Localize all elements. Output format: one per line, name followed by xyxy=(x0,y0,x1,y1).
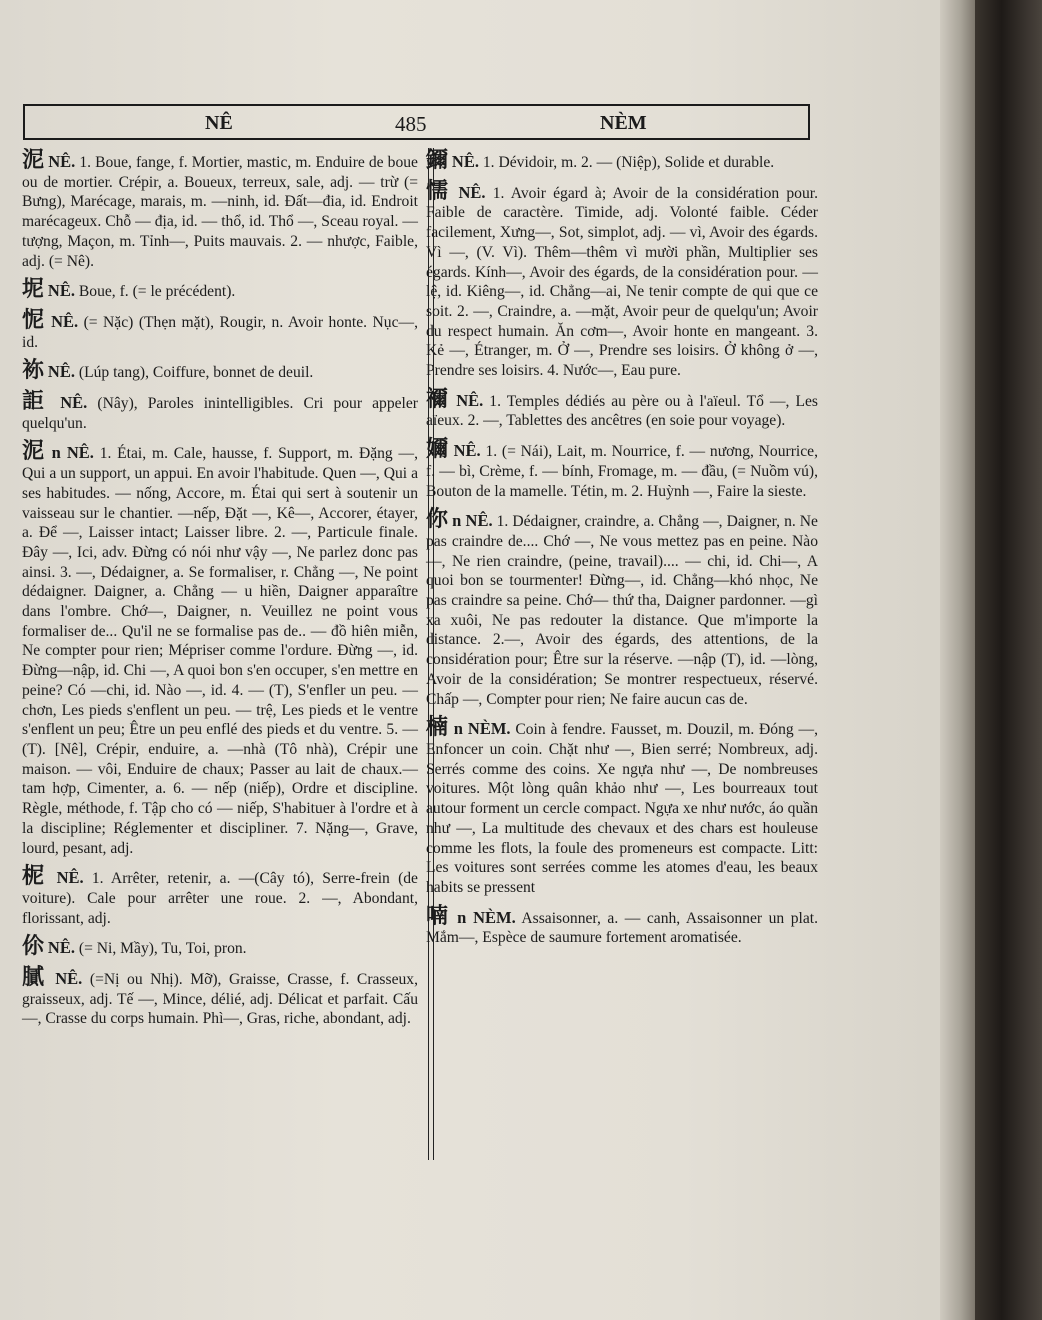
book-cover-edge xyxy=(975,0,1042,1320)
dictionary-entry xyxy=(426,147,818,173)
page-header xyxy=(23,104,810,140)
entry-character: 詎 xyxy=(22,388,51,414)
dictionary-entry xyxy=(22,438,418,858)
dictionary-entry xyxy=(22,964,418,1029)
entry-definition: (= Ni, Mầy), Tu, Toi, pron. xyxy=(78,940,247,958)
entry-character: 泥 xyxy=(22,147,45,172)
entry-definition: 1. Temples dédiés au père ou à l'aïeul. Tổ —, Les aïeux. 2. —, Tablettes des ancêtres (en soie pour voyage). xyxy=(426,392,818,430)
entry-headword: NÊ. xyxy=(48,152,76,171)
entry-definition: 1. Avoir égard à; Avoir de la considération pour. Faible de caractère. Timide, adj. Volonté faible. Céder facilement, Xưng—, Sot, simplot, adj. — vì, Avoir des égards. Vì —, (V. Vì). Thêm—thêm vì mười phần, Multiplier ses égards. Kính—, Avoir des égards, de la considération pour. —lệ, id. Kiêng—, id. Chẳng—ai, Ne tenir compte de qui que ce soit. 2. —, Craindre, a. —mặt, Avoir peur de quelqu'un; Avoir du respect humain. Ăn cơm—, Avoir honte en mangeant. 3. Kẻ —, Étranger, m. Ở —, Prendre ses loisirs. Ở không ở —, Prendre ses loisirs. 4. Nước—, Eau pure. xyxy=(426,184,818,380)
entry-definition: 1. Étai, m. Cale, hausse, f. Support, m. Đặng —, Qui a un support, un appui. En avoir l'habitude. Quen —, Qui a ses habitudes. — nống, Accore, m. Étai qui sert à soutenir un vaisseau sur le chantier. —nếp, Đặt —, Kê—, Accorer, étayer, a. Để —, Laisser intact; Laisser libre. 2. —, Particule finale. Đây —, Ici, adv. Đừng có nói như vậy —, Ne parlez donc pas ainsi. 3. —, Dédaigner, a. Se formaliser, r. Chẳng —, Ne point dédaigner. Daigner, a. Chẳng — u hiền, Daigner apparaître dans l'ombre. Chớ—, Daigner, n. Veuillez ne point vous formaliser de... Qu'il ne se formalise pas de.. — đồ hiên miễn, Ne compter pour rien; Mépriser comme l'ordure. Đừng —, id. Đừng—nập, id. Chi —, A quoi bon s'en occuper, s'en mettre en peine? Có —chi, id. Nào —, id. 4. — (T), S'enfler un peu. — chơn, Les pieds s'enflent un peu. — trệ, Les pieds et le ventre s'enflent un peu; Être un peu enflé des pieds et du ventre. 5. — (T). [Nê], Crépir, enduire, a. —nhà (Tô nhà), Crépir une maison. — vôi, Enduire de chaux; Passer au lait de chaux.—tam hợp, Cimenter, a. 6. — nếp (niếp), Ordre et discipline. Règle, méthode, f. Tập cho có — niếp, S'habituer à l'ordre et à la discipline; Réglementer et discipliner. 7. Nặng—, Grave, lourd, pesant, adj. xyxy=(22,445,418,857)
entry-character: 楠 xyxy=(426,714,449,740)
dictionary-entry xyxy=(22,933,418,959)
dictionary-entry xyxy=(426,436,818,501)
entry-headword: n NÈM. xyxy=(457,907,516,927)
entry-character: 伱 xyxy=(22,933,45,959)
entry-headword: n NÊ. xyxy=(452,511,493,531)
entry-character: 嬭 xyxy=(426,436,449,462)
dictionary-entry xyxy=(22,388,418,433)
entry-headword: NÊ. xyxy=(60,393,88,413)
entry-definition: Boue, f. (= le précédent). xyxy=(78,283,236,301)
dictionary-entry xyxy=(22,863,418,928)
dictionary-entry xyxy=(426,177,818,381)
entry-headword: n NÊ. xyxy=(51,443,94,463)
entry-headword: NÊ. xyxy=(56,868,84,888)
page-number: 485 xyxy=(395,112,427,136)
dictionary-entry xyxy=(426,714,818,897)
entry-definition: (Nây), Paroles inintelligibles. Cri pour appeler quelqu'un. xyxy=(22,395,418,432)
right-column xyxy=(426,147,818,956)
entry-character: 你 xyxy=(426,506,449,532)
dictionary-entry xyxy=(426,385,818,431)
entry-definition: 1. (= Nái), Lait, m. Nourrice, f. — nương, Nourrice, f. — bì, Crème, f. — bính, Fromage, m. — đầu, (= Nuồm vú), Bouton de la mamelle. Tétin, m. 2. Huỳnh —, Faire la sieste. xyxy=(426,443,818,500)
entry-headword: NÊ. xyxy=(456,390,484,410)
dictionary-entry xyxy=(22,357,418,383)
entry-character: 坭 xyxy=(22,276,45,302)
header-left-guide-word: NÊ xyxy=(205,112,233,134)
entry-headword: NÊ. xyxy=(47,938,75,958)
entry-character: 鑈 xyxy=(426,147,449,172)
entry-headword: NÊ. xyxy=(47,362,75,382)
entry-definition: Assaisonner, a. — canh, Assaisonner un plat. Mắm—, Espèce de saumure fortement aromatisée. xyxy=(426,909,818,947)
entry-definition: Coin à fendre. Fausset, m. Douzil, m. Đóng —, Enfoncer un coin. Chặt như —, Bien serré; Nombreux, adj. Serrés comme des coins. Xe ngựa như —, De nombreuses voitures. Một lòng quân khảo như —, Les bourreaux tout autour forment un cercle compact. Ngựa xe như nước, áo quần như —, La multitude des chevaux et des chars est houleuse comme les flots, la foule des promeneurs est compacte. Litt: Les voitures sont serrées comme les atomes d'eau, les beaux habits se pressent xyxy=(426,721,818,896)
entry-headword: NÊ. xyxy=(55,969,83,989)
entry-definition: 1. Dévidoir, m. 2. — (Niệp), Solide et durable. xyxy=(482,154,775,171)
entry-definition: (=Nị ou Nhị). Mỡ), Graisse, Crasse, f. Crasseux, graisseux, adj. Tế —, Mince, délié, adj. Délicat et parfait. Cấu—, Crasse du corps humain. Phì—, Gras, riche, abondant, adj. xyxy=(22,971,418,1028)
dictionary-entry xyxy=(22,147,418,271)
entry-character: 禰 xyxy=(426,385,451,411)
entry-character: 懦 xyxy=(426,177,452,203)
entry-character: 怩 xyxy=(22,306,46,332)
left-column xyxy=(22,147,419,1037)
entry-headword: NÊ. xyxy=(453,441,481,461)
dictionary-entry xyxy=(426,506,818,709)
entry-character: 膩 xyxy=(22,964,48,990)
entry-definition: (Lúp tang), Coiffure, bonnet de deuil. xyxy=(78,364,314,382)
entry-headword: NÊ. xyxy=(51,311,79,331)
dictionary-entry xyxy=(22,306,419,352)
entry-definition: 1. Boue, fange, f. Mortier, mastic, m. Enduire de boue ou de mortier. Crépir, a. Boueux, terreux, sale, adj. — trừ (= Bưng), Marécage, marais, m. —ninh, id. Đất—đia, id. Endroit marécageux. Chỗ — địa, id. — thổ, id. Thổ —, Sceau royal. —tượng, Maçon, m. Tỉnh—, Puits mauvais. 2. — nhược, Faible, adj. (= Nê). xyxy=(22,154,418,270)
entry-headword: NÊ. xyxy=(451,152,479,171)
entry-character: 泥 xyxy=(22,438,46,464)
dictionary-entry xyxy=(426,902,818,948)
entry-character: 柅 xyxy=(22,863,49,889)
entry-character: 喃 xyxy=(426,902,451,928)
page-edge xyxy=(940,0,975,1320)
entry-definition: (= Nặc) (Thẹn mặt), Rougir, n. Avoir honte. Nục—, id. xyxy=(22,313,419,351)
entry-headword: NÊ. xyxy=(47,281,75,301)
header-right-guide-word: NÈM xyxy=(600,112,647,134)
entry-definition: 1. Arrêter, retenir, a. —(Cây tó), Serre-frein (de voiture). Cale pour arrêter une roue. 2. —, Abondant, florissant, adj. xyxy=(22,870,418,927)
entry-character: 袮 xyxy=(22,357,45,383)
entry-headword: NÊ. xyxy=(458,182,486,202)
dictionary-entry xyxy=(22,276,418,302)
entry-headword: n NÈM. xyxy=(453,719,511,739)
entry-definition: 1. Dédaigner, craindre, a. Chẳng —, Daigner, n. Ne pas craindre de.... Chớ —, Ne vous mettez pas en peine. Nào—, Ne rien craindre, (peine, travail).... — chi, id. Chi—, A quoi bon se tourmenter! Đừng—, id. Chẳng—khó nhọc, Ne pas craindre sa peine. Chớ— thứ tha, Daigner pardonner. —gì xa xuôi, Ne pas redouter la distance. Que m'importe la distance. 2.—, Avoir des égards, des attentions, de la considération pour; Être sur la réserve. —nập (T), id. —lòng, Avoir de la considération; Se montrer respectueux, réservé. Chấp —, Compter pour rien; Ne faire aucun cas de. xyxy=(426,513,818,708)
